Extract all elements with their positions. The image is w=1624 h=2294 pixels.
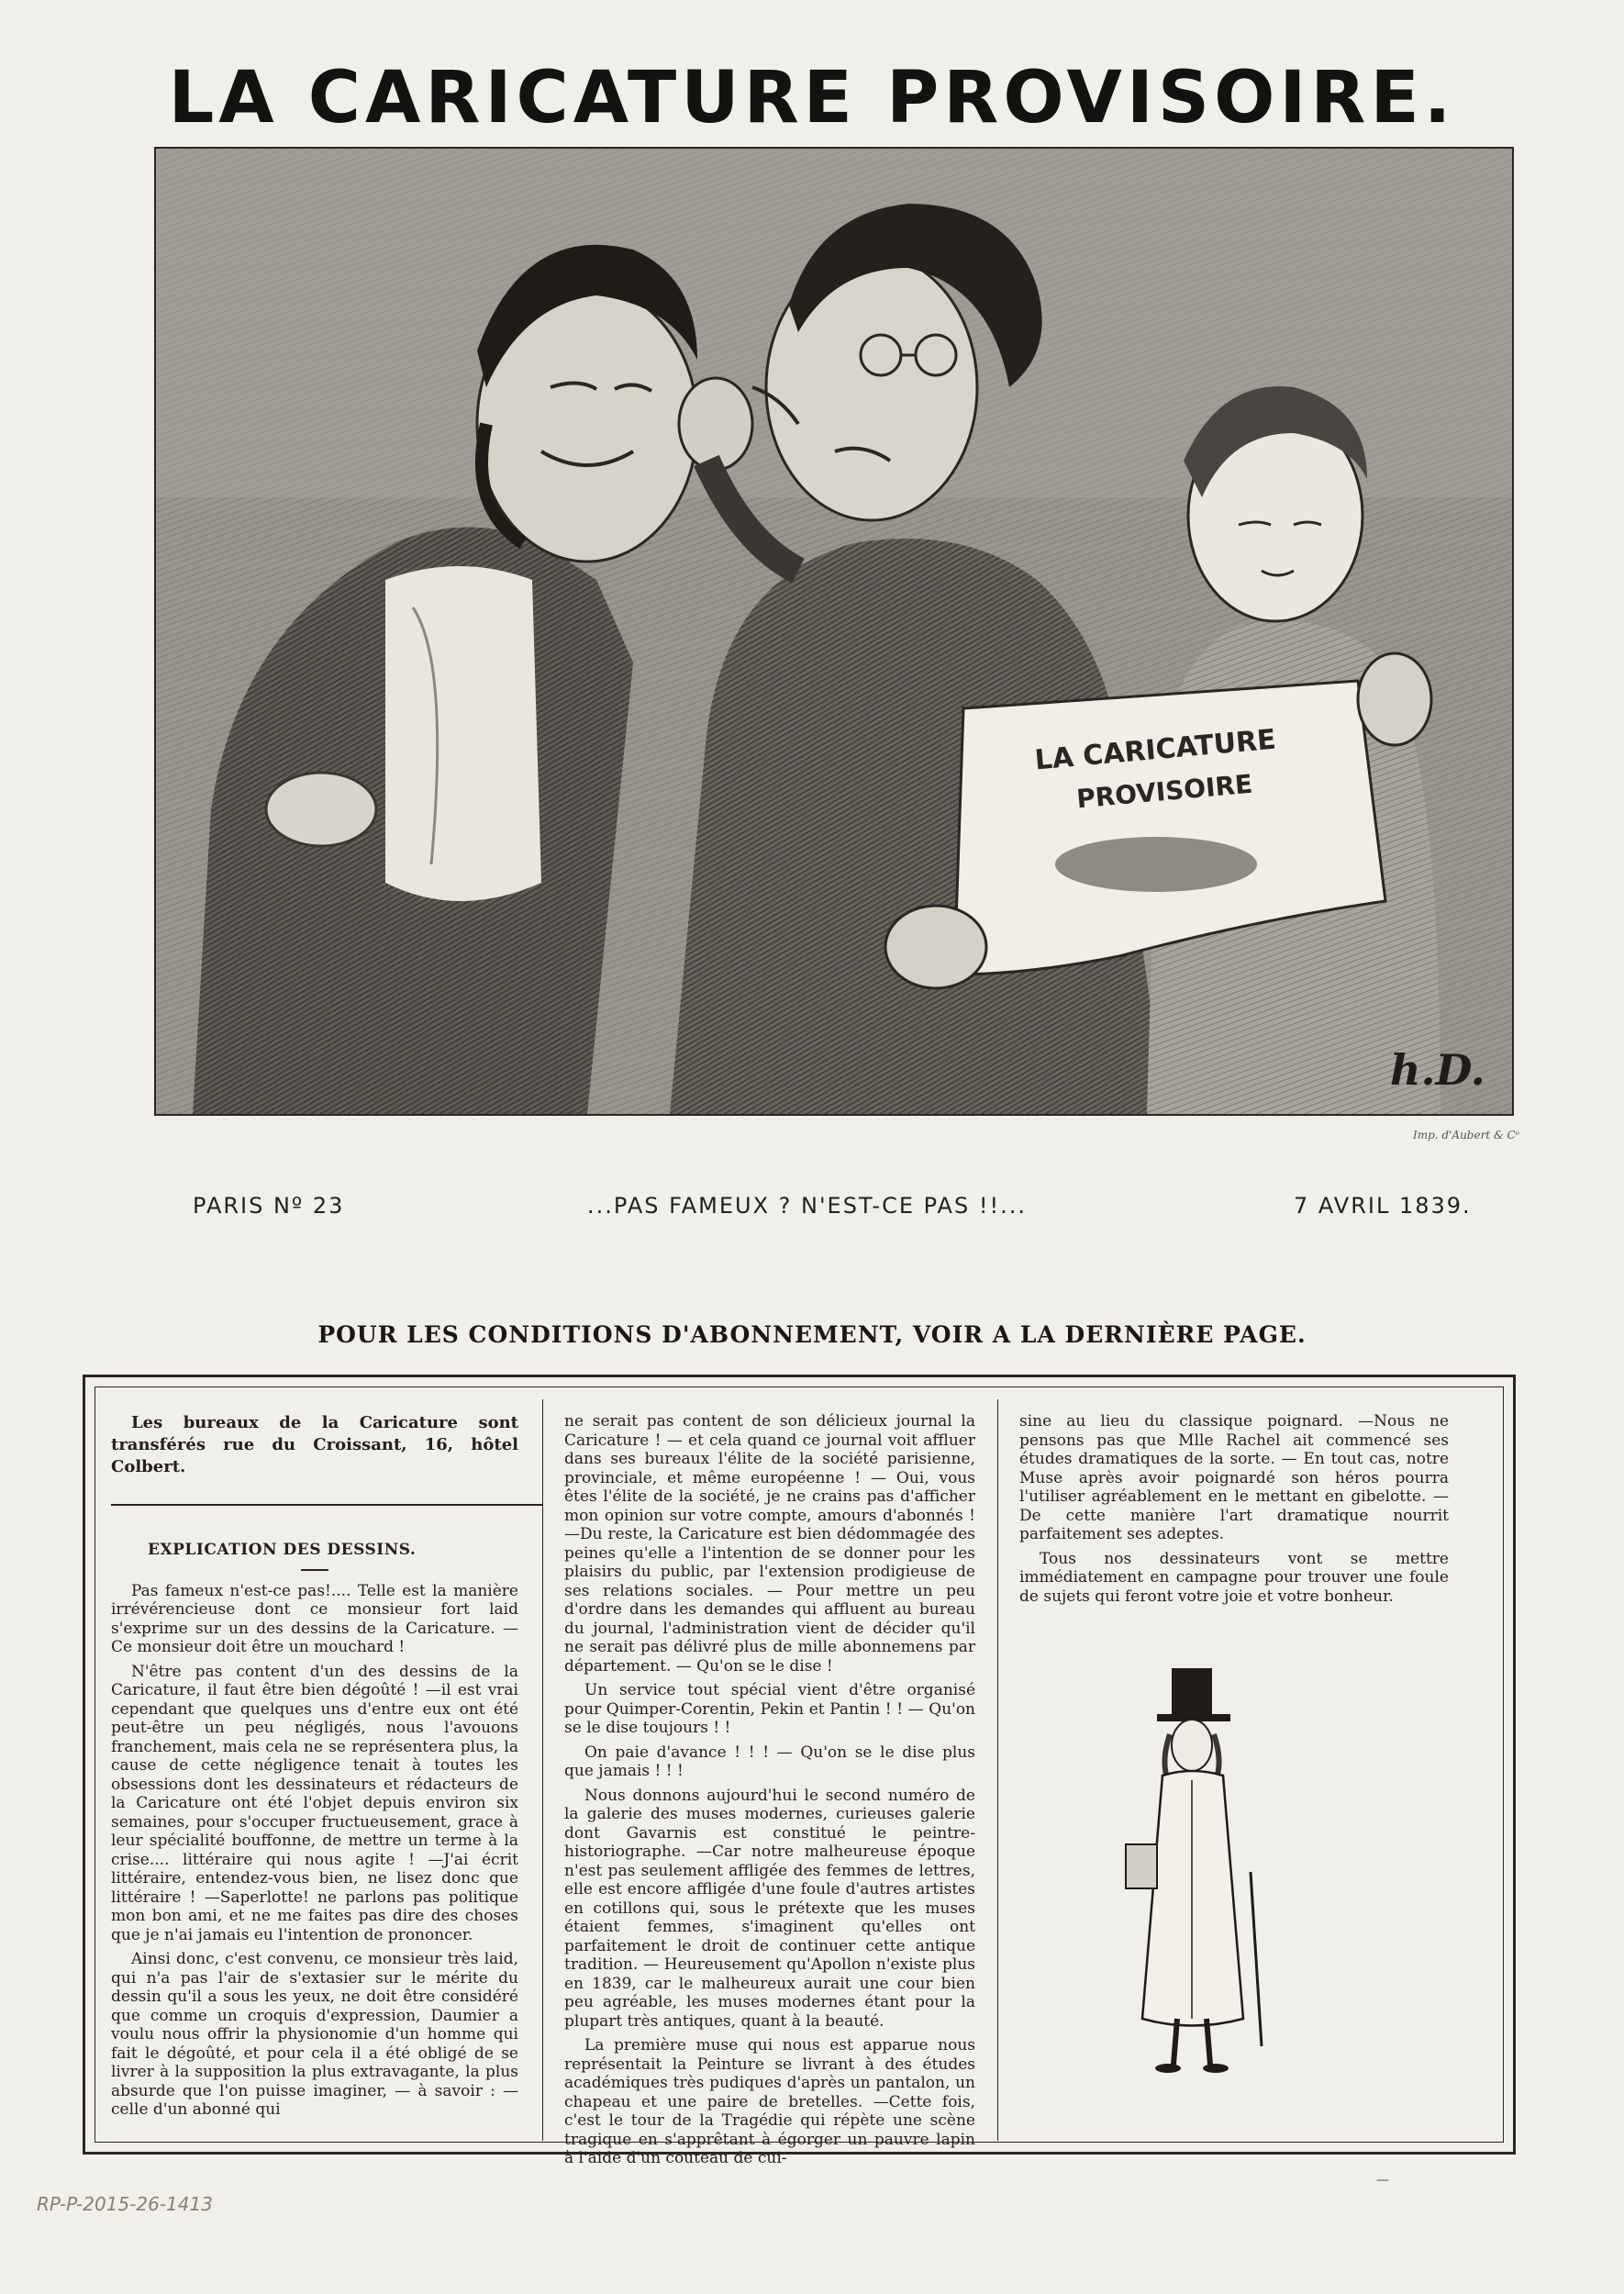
paragraph: Tous nos dessinateurs vont se mettre immédiatement en campagne pour trouver une foule de sujets qui feront votre joie et votre bonheur. <box>1019 1549 1449 1606</box>
masthead-title: LA CARICATURE PROVISOIRE. <box>168 57 1456 139</box>
paragraph: ne serait pas content de son délicieux journal la Caricature ! — et cela quand ce journal voit affluer dans ses bureaux l'élite de la société parisienne, provinciale, et même européenne ! — Oui, vous êtes l'élite de la société, je ne crains pas d'afficher mon opinion sur votre compte, amours d'abonnés ! —Du reste, la Caricature est bien dédommagée des peines qu'elle a l'intention de se donner pour les plaisirs du public, par l'extension prodigieuse de ses relations sociales. — Pour mettre un peu d'ordre dans les demandes qui affluent au bureau du journal, l'administration vient de décider qu'il ne serait pas délivré plus de mille abonnemens par département. — Qu'on se le dise ! <box>564 1412 975 1676</box>
article-column-1 <box>111 1412 518 2125</box>
lithograph-plate <box>154 147 1514 1116</box>
section-divider <box>111 1504 542 1506</box>
newspaper-prop-title-line2: PROVISOIRE <box>1074 768 1254 815</box>
caption-date: 7 AVRIL 1839. <box>1294 1193 1472 1219</box>
subscription-announcement: POUR LES CONDITIONS D'ABONNEMENT, VOIR A LA DERNIÈRE PAGE. <box>317 1321 1307 1348</box>
column-divider <box>542 1399 543 2141</box>
inventory-number: RP-P-2015-26-1413 <box>37 2193 213 2215</box>
paragraph: Nous donnons aujourd'hui le second numéro de la galerie des muses modernes, curieuses galerie dont Gavarnis est constitué le peintre-historiographe. —Car notre malheureuse époque n'est pas seulement affligée des femmes de lettres, elle est encore affligée d'une foule d'autres artistes en cotillons qui, sous le prétexte que les muses étaient femmes, s'imaginent qu'elles ont parfaitement le droit de continuer cette antique tradition. — Heureusement qu'Apollon n'existe plus en 1839, car le malheureux aurait une cour bien peu agréable, les muses modernes étant pour la plupart très antiques, quant à la beauté. <box>564 1786 975 2031</box>
paragraph: Un service tout spécial vient d'être organisé pour Quimper-Corentin, Pekin et Pantin ! ! — Qu'on se le dise toujours ! ! <box>564 1681 975 1737</box>
office-move-notice: Les bureaux de la Caricature sont transférés rue du Croissant, 16, hôtel Colbert. <box>111 1413 518 1476</box>
paragraph: La première muse qui nous est apparue nous représentait la Peinture se livrant à des études académiques très pudiques d'après un pantalon, un chapeau et une paire de bretelles. —Cette fois, c'est le tour de la Tragédie qui répète une scène tragique en s'apprêtant à égorger un pauvre lapin à l'aide d'un couteau de cui- <box>564 2036 975 2167</box>
muse-figure-illustration <box>1096 1661 1307 2083</box>
paragraph: Ainsi donc, c'est convenu, ce monsieur très laid, qui n'a pas l'air de s'extasier sur le mérite du dessin qu'il a sous les yeux, ne doit être considéré que comme un croquis d'expression, Daumier a voulu nous offrir la physionomie d'un homme qui fait le dégoûté, et pour cela il a été obligé de se livrer à la supposition la plus extravagante, la plus absurde que l'on puisse imaginer, — à savoir : — celle d'un abonné qui <box>111 1950 518 2119</box>
printer-credit: Imp. d'Aubert & Cᵉ <box>1413 1129 1520 1141</box>
column-divider <box>997 1399 998 2141</box>
short-divider <box>301 1569 328 1571</box>
paragraph: On paie d'avance ! ! ! — Qu'on se le dise plus que jamais ! ! ! <box>564 1743 975 1780</box>
lithograph-illustration <box>156 149 1512 1114</box>
paragraph: N'être pas content d'un des dessins de la Caricature, il faut être bien dégoûté ! —il est vrai cependant que quelques uns d'entre eux ont été peut-être un peu négligés, nous l'avouons franchement, mais cela ne se représentera plus, la cause de cette négligence tenait à toutes les obsessions dont les dessinateurs et rédacteurs de la Caricature ont été l'objet depuis environ six semaines, pour s'occuper fructueusement, grace à leur spécialité bouffonne, de mettre un terme à la crise.... littéraire qui nous agite ! —J'ai écrit littéraire, entendez-vous bien, ne lisez donc que littéraire ! —Saperlotte! ne parlons pas politique mon bon ami, et ne me faites pas dire des choses que je n'ai jamais eu l'intention de prononcer. <box>111 1662 518 1944</box>
section-title: EXPLICATION DES DESSINS. <box>148 1541 417 1559</box>
caption-title: ...PAS FAMEUX ? N'EST-CE PAS !!... <box>587 1193 1027 1219</box>
article-column-3 <box>1019 1412 1449 1611</box>
corner-mark: — <box>1376 2173 1389 2188</box>
artist-signature: h.D. <box>1390 1045 1485 1095</box>
caption-number: PARIS Nº 23 <box>193 1193 345 1219</box>
article-column-2 <box>564 1412 975 2174</box>
paragraph: Pas fameux n'est-ce pas!.... Telle est la manière irrévérencieuse dont ce monsieur fort laid s'exprime sur un des dessins de la Caricature. — Ce monsieur doit être un mouchard ! <box>111 1581 518 1656</box>
newspaper-prop-title-line1: LA CARICATURE <box>1033 723 1278 777</box>
paragraph: sine au lieu du classique poignard. —Nous ne pensons pas que Mlle Rachel ait commencé ses études dramatiques de la sorte. — En tout cas, notre Muse après avoir poignardé son héros pourra l'utiliser agréablement en le mettant en gibelotte. — De cette manière l'art dramatique nourrit parfaitement ses adeptes. <box>1019 1412 1449 1543</box>
